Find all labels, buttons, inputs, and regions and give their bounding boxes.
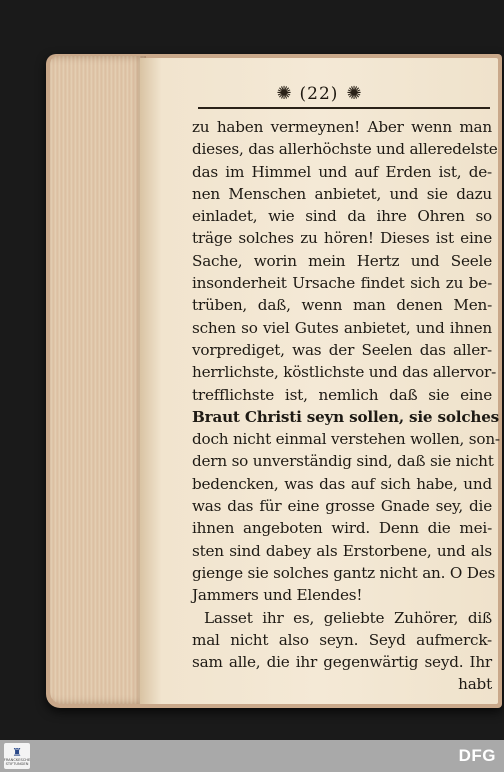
text-line: Jammers und Elendes! [192, 586, 363, 605]
text-line: ihnen angeboten wird. Denn die mei- [192, 519, 492, 538]
text-line: sten sind dabey als Erstorbene, und als [192, 541, 492, 560]
text-line: zu haben vermeynen! Aber wenn man [192, 118, 492, 136]
text-line: träge solches zu hören! Dieses ist eine [192, 229, 492, 248]
text-line: dern so unverständig sind, daß sie nicht [192, 452, 494, 471]
page-edges [50, 56, 146, 704]
text-line: Braut Christi seyn sollen, sie solches [192, 407, 500, 426]
footer-bar [0, 740, 504, 772]
text-line: bedencken, was das auf sich habe, und [192, 474, 492, 493]
text-line: herrlichste, köstlichste und das allervor- [192, 363, 497, 382]
page-number: (22) [299, 84, 339, 104]
body-text [192, 116, 500, 696]
text-line: doch nicht einmal verstehen wollen, son- [192, 430, 500, 449]
catchword: habt [458, 675, 492, 694]
text-line: was das für eine grosse Gnade sey, die [192, 497, 492, 516]
text-line: schen so viel Gutes anbietet, und ihnen [192, 318, 492, 337]
text-line: dieses, das allerhöchste und alleredelste [192, 140, 498, 159]
text-line: vorprediget, was der Seelen das aller- [192, 340, 492, 359]
text-line: das im Himmel und auf Erden ist, de- [192, 162, 492, 181]
text-line: trüben, daß, wenn man denen Men- [192, 296, 492, 315]
dfg-logo[interactable]: DFG [458, 746, 496, 765]
library-logo-text: FRANCKESCHE STIFTUNGEN [3, 757, 31, 766]
text-line: gienge sie solches gantz nicht an. O Des [192, 563, 496, 582]
library-logo[interactable] [4, 743, 30, 769]
text-line: Lasset ihr es, geliebte Zuhörer, diß [204, 608, 492, 627]
book-page [140, 58, 498, 704]
rosette-ornament-icon: ✺ [346, 83, 362, 104]
page-header [140, 82, 498, 106]
text-line: sam alle, die ihr gegenwärtig seyd. Ihr [192, 653, 492, 672]
text-line: mal nicht also seyn. Seyd aufmerck- [192, 630, 492, 649]
header-rule [198, 107, 490, 109]
crest-icon: ♜ [12, 745, 22, 759]
rosette-ornament-icon: ✺ [276, 83, 292, 104]
text-line: insonderheit Ursache findet sich zu be- [192, 274, 492, 293]
text-line: trefflichste ist, nemlich daß sie eine [192, 385, 492, 404]
text-line: einladet, wie sind da ihre Ohren so [192, 207, 492, 226]
text-line: nen Menschen anbietet, und sie dazu [192, 184, 492, 203]
text-line: Sache, worin mein Hertz und Seele [192, 251, 492, 270]
